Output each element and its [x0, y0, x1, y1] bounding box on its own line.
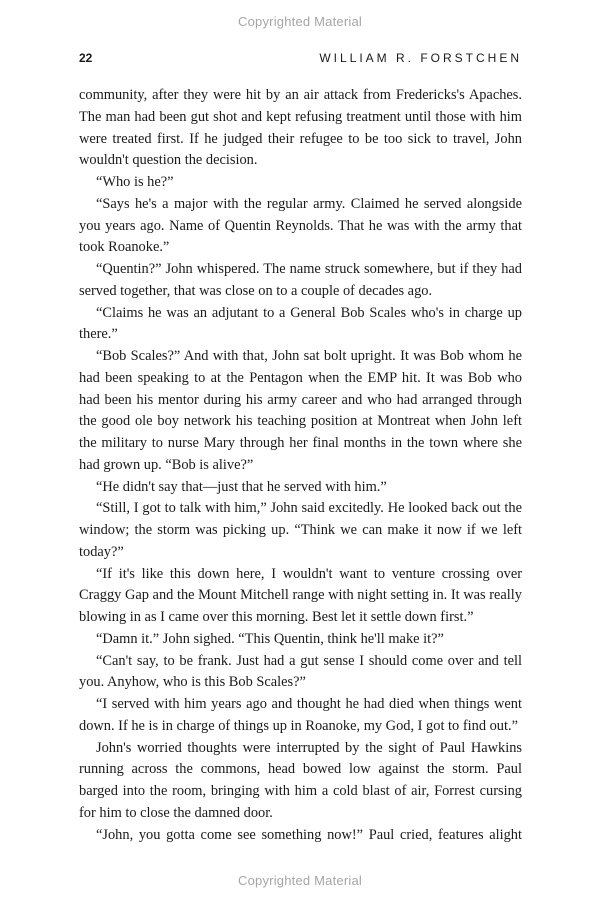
paragraph: John's worried thoughts were interrupted by the sight of Paul Hawkins running across the commons, head bowed low against the storm. Paul barged into the room, bringing with him a cold blast of air, Forrest cursing for him to close the damned door. — [79, 739, 522, 821]
paragraph: “Who is he?” — [96, 174, 174, 190]
paragraph: “Claims he was an adjutant to a General Bob Scales who's in charge up there.” — [79, 304, 522, 343]
copyright-watermark-bottom: Copyrighted Material — [238, 873, 362, 888]
paragraph: “Quentin?” John whispered. The name struck somewhere, but if they had served together, that was close on to a couple of decades ago. — [79, 261, 522, 299]
body-text — [79, 85, 522, 846]
paragraph: “Bob Scales?” And with that, John sat bolt upright. It was Bob whom he had been speaking to at the Pentagon when the EMP hit. It was Bob who had been his mentor during his army career and who had arranged through the good ole boy network his teaching position at Montreat when John left the military to nurse Mary through her final months in the town where she had grown up. “Bob is alive?” — [79, 348, 522, 473]
paragraph: “Can't say, to be frank. Just had a gut sense I should come over and tell you. Anyhow, who is this Bob Scales?” — [79, 652, 522, 691]
paragraph: “If it's like this down here, I wouldn't want to venture crossing over Craggy Gap and the Mount Mitchell range with night setting in. It was really blowing in as I came over this morning. Best let it settle down first.” — [79, 565, 522, 625]
paragraph: “I served with him years ago and thought he had died when things went down. If he is in charge of things up in Roanoke, my God, I got to find out.” — [79, 696, 522, 734]
paragraph: “John, you gotta come see something now!” Paul cried, features alight — [96, 826, 522, 843]
paragraph: “He didn't say that—just that he served with him.” — [96, 478, 387, 495]
paragraph: community, after they were hit by an air attack from Fredericks's Apaches. The man had been gut shot and kept refusing treatment until those with him were treated first. If he judged their refugee to be too sick to travel, John wouldn't question the decision. — [79, 87, 522, 169]
copyright-watermark-top: Copyrighted Material — [238, 14, 362, 29]
paragraph: “Damn it.” John sighed. “This Quentin, think he'll make it?” — [96, 630, 444, 647]
author-name: WILLIAM R. FORSTCHEN — [319, 51, 522, 65]
paragraph: “Still, I got to talk with him,” John said excitedly. He looked back out the window; the storm was picking up. “Think we can make it now if we left today?” — [79, 500, 522, 560]
page-number: 22 — [79, 51, 93, 65]
running-head — [79, 51, 522, 69]
paragraph: “Says he's a major with the regular army. Claimed he served alongside you years ago. Name of Quentin Reynolds. That he was with the army that took Roanoke.” — [79, 195, 522, 256]
